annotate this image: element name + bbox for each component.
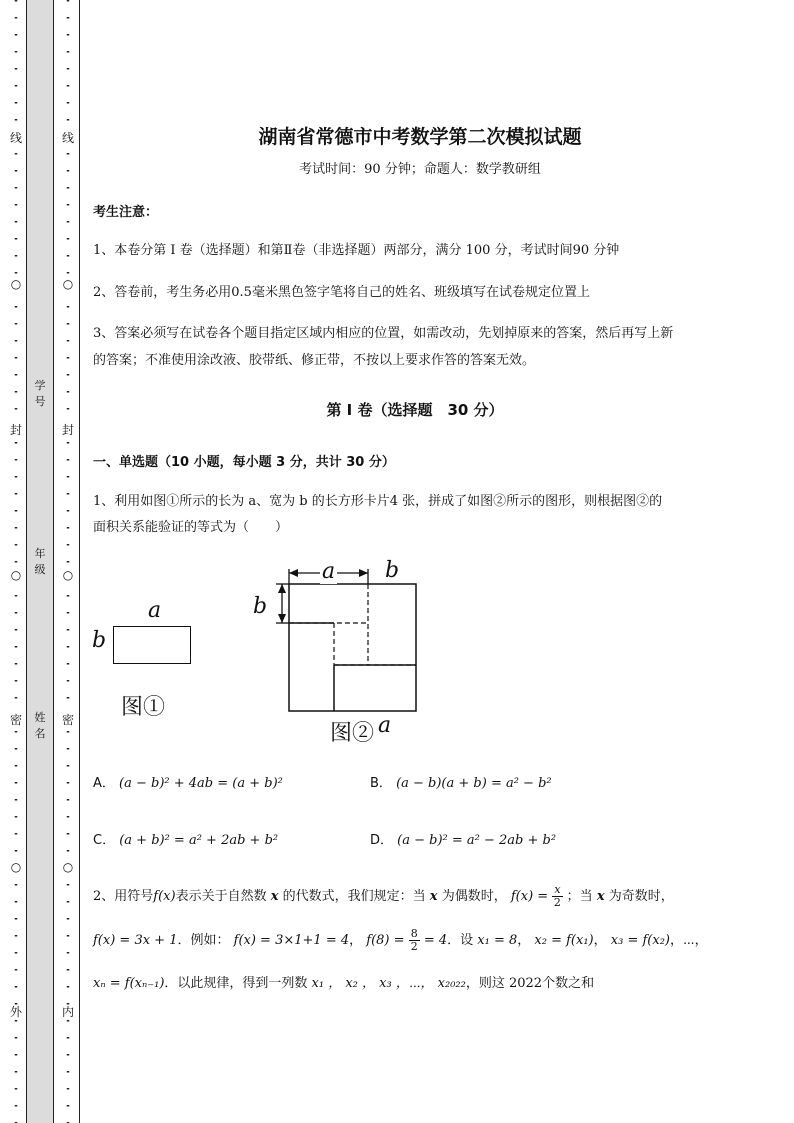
option-expression: (a + b)² = a² + 2ab + b² xyxy=(119,833,279,848)
fraction-denominator: 2 xyxy=(553,896,561,909)
q2-text: 的代数式，我们规定：当 xyxy=(282,889,426,904)
q2-text: ；当 xyxy=(566,889,593,904)
field-grade: 年级 xyxy=(30,546,50,578)
q2-text: ， xyxy=(517,933,531,948)
fraction-denominator: 2 xyxy=(410,940,418,953)
q2-line2 xyxy=(93,928,708,953)
margin-circle: ○ xyxy=(6,568,26,582)
q2-math: x xyxy=(429,889,438,904)
margin-circle: ○ xyxy=(58,277,78,291)
q2-math: x₂ = f(x₁) xyxy=(534,933,594,948)
q2-math: x xyxy=(270,889,279,904)
fraction-numerator: x xyxy=(554,883,561,896)
q2-math: f(x) = 3×1+1 = 4 xyxy=(233,933,350,948)
fig2-label-b-left: b xyxy=(253,594,268,619)
q2-math: f(8) = xyxy=(366,933,405,948)
margin-mark-xian: 线 xyxy=(58,131,78,145)
q2-text: 为奇数时， xyxy=(608,889,674,904)
notice-item: 1、本卷分第 I 卷（选择题）和第Ⅱ卷（非选择题）两部分，满分 100 分，考试时间90 分钟 xyxy=(93,243,620,258)
section1-heading: 一、单选题（10 小题，每小题 3 分，共计 30 分） xyxy=(93,455,395,470)
notice-heading: 考生注意： xyxy=(93,205,159,220)
q2-text: ， xyxy=(593,933,607,948)
margin-mark-feng: 封 xyxy=(6,423,26,437)
margin-mark-nei: 内 xyxy=(58,1005,78,1019)
option-expression: (a − b)² + 4ab = (a + b)² xyxy=(119,776,283,791)
q2-text: ．以此规律，得到一列数 xyxy=(164,976,308,991)
q2-fraction xyxy=(409,928,420,953)
q1-option-c[interactable] xyxy=(93,829,278,848)
fig1-caption: 图① xyxy=(121,695,166,720)
q1-stem-line2: 面积关系能验证的等式为（ ） xyxy=(93,520,289,535)
fig2-label-a-bottom: a xyxy=(378,713,392,738)
exam-title: 湖南省常德市中考数学第二次模拟试题 xyxy=(258,126,582,148)
part1-heading: 第 I 卷（选择题 30 分） xyxy=(326,401,504,419)
q1-option-b[interactable] xyxy=(370,772,552,791)
margin-circle: ○ xyxy=(6,277,26,291)
margin-mark-mi: 密 xyxy=(6,713,26,727)
fig2-caption: 图② xyxy=(330,721,375,746)
q2-text: ，⋯， xyxy=(669,933,708,948)
option-letter: C． xyxy=(93,833,116,848)
q2-math: f(x) = xyxy=(510,889,549,904)
fraction-numerator: 8 xyxy=(410,927,418,940)
q2-math: f(x) = 3x + 1 xyxy=(93,933,178,948)
margin-circle: ○ xyxy=(6,860,26,874)
q1-option-a[interactable] xyxy=(93,772,283,791)
margin-mark-xian: 线 xyxy=(6,131,26,145)
margin-circle: ○ xyxy=(58,860,78,874)
q2-line3 xyxy=(93,972,594,991)
q2-math: x₁ ， x₂ ， x₃ ，⋯， x₂₀₂₂ xyxy=(311,976,466,991)
field-name: 姓名 xyxy=(30,710,50,742)
exam-subtitle: 考试时间：90 分钟；命题人：数学教研组 xyxy=(299,162,541,177)
q2-text: 为偶数时， xyxy=(441,889,507,904)
q1-option-d[interactable] xyxy=(370,829,556,848)
q2-math: x xyxy=(596,889,605,904)
q2-math: = 4 xyxy=(423,933,448,948)
q2-text: ．例如： xyxy=(177,933,230,948)
fig1-label-b: b xyxy=(92,628,107,653)
margin-mark-feng: 封 xyxy=(58,423,78,437)
q2-math: x₃ = f(x₂) xyxy=(610,933,670,948)
q2-line1 xyxy=(93,884,674,909)
option-expression: (a − b)² = a² − 2ab + b² xyxy=(397,833,557,848)
q2-text: 表示关于自然数 xyxy=(175,889,267,904)
q2-text: ， xyxy=(349,933,363,948)
fig2-label-a-top: a xyxy=(322,559,336,584)
q2-text: 2、用符号 xyxy=(93,889,154,904)
option-letter: A． xyxy=(93,776,115,791)
q2-text: ．设 xyxy=(447,933,474,948)
q2-fraction xyxy=(552,884,562,909)
q2-text: ，则这 2022个数之和 xyxy=(465,976,595,991)
q2-math: xₙ = f(xₙ₋₁) xyxy=(93,976,165,991)
fig2-diagram xyxy=(240,555,440,725)
q2-math: f(x) xyxy=(153,889,176,904)
option-letter: B． xyxy=(370,776,392,791)
fig2-label-b-top: b xyxy=(385,558,400,583)
notice-item: 2、答卷前，考生务必用0.5毫米黑色签字笔将自己的姓名、班级填写在试卷规定位置上 xyxy=(93,285,590,300)
margin-circle: ○ xyxy=(58,568,78,582)
notice-item: 的答案；不准使用涂改液、胶带纸、修正带，不按以上要求作答的答案无效。 xyxy=(93,353,536,368)
option-expression: (a − b)(a + b) = a² − b² xyxy=(396,776,552,791)
fig1-rectangle xyxy=(113,626,191,664)
margin-mark-mi: 密 xyxy=(58,713,78,727)
margin-mark-wai: 外 xyxy=(6,1005,26,1019)
q1-stem-line1: 1、利用如图①所示的长为 a、宽为 b 的长方形卡片4 张，拼成了如图②所示的图形，则根据图②的 xyxy=(93,494,663,509)
q2-math: x₁ = 8 xyxy=(477,933,518,948)
notice-item: 3、答案必须写在试卷各个题目指定区域内相应的位置，如需改动，先划掉原来的答案，然后再写上新 xyxy=(93,326,674,341)
option-letter: D． xyxy=(370,833,394,848)
fig1-label-a: a xyxy=(148,598,162,623)
field-student-id: 学号 xyxy=(30,378,50,410)
